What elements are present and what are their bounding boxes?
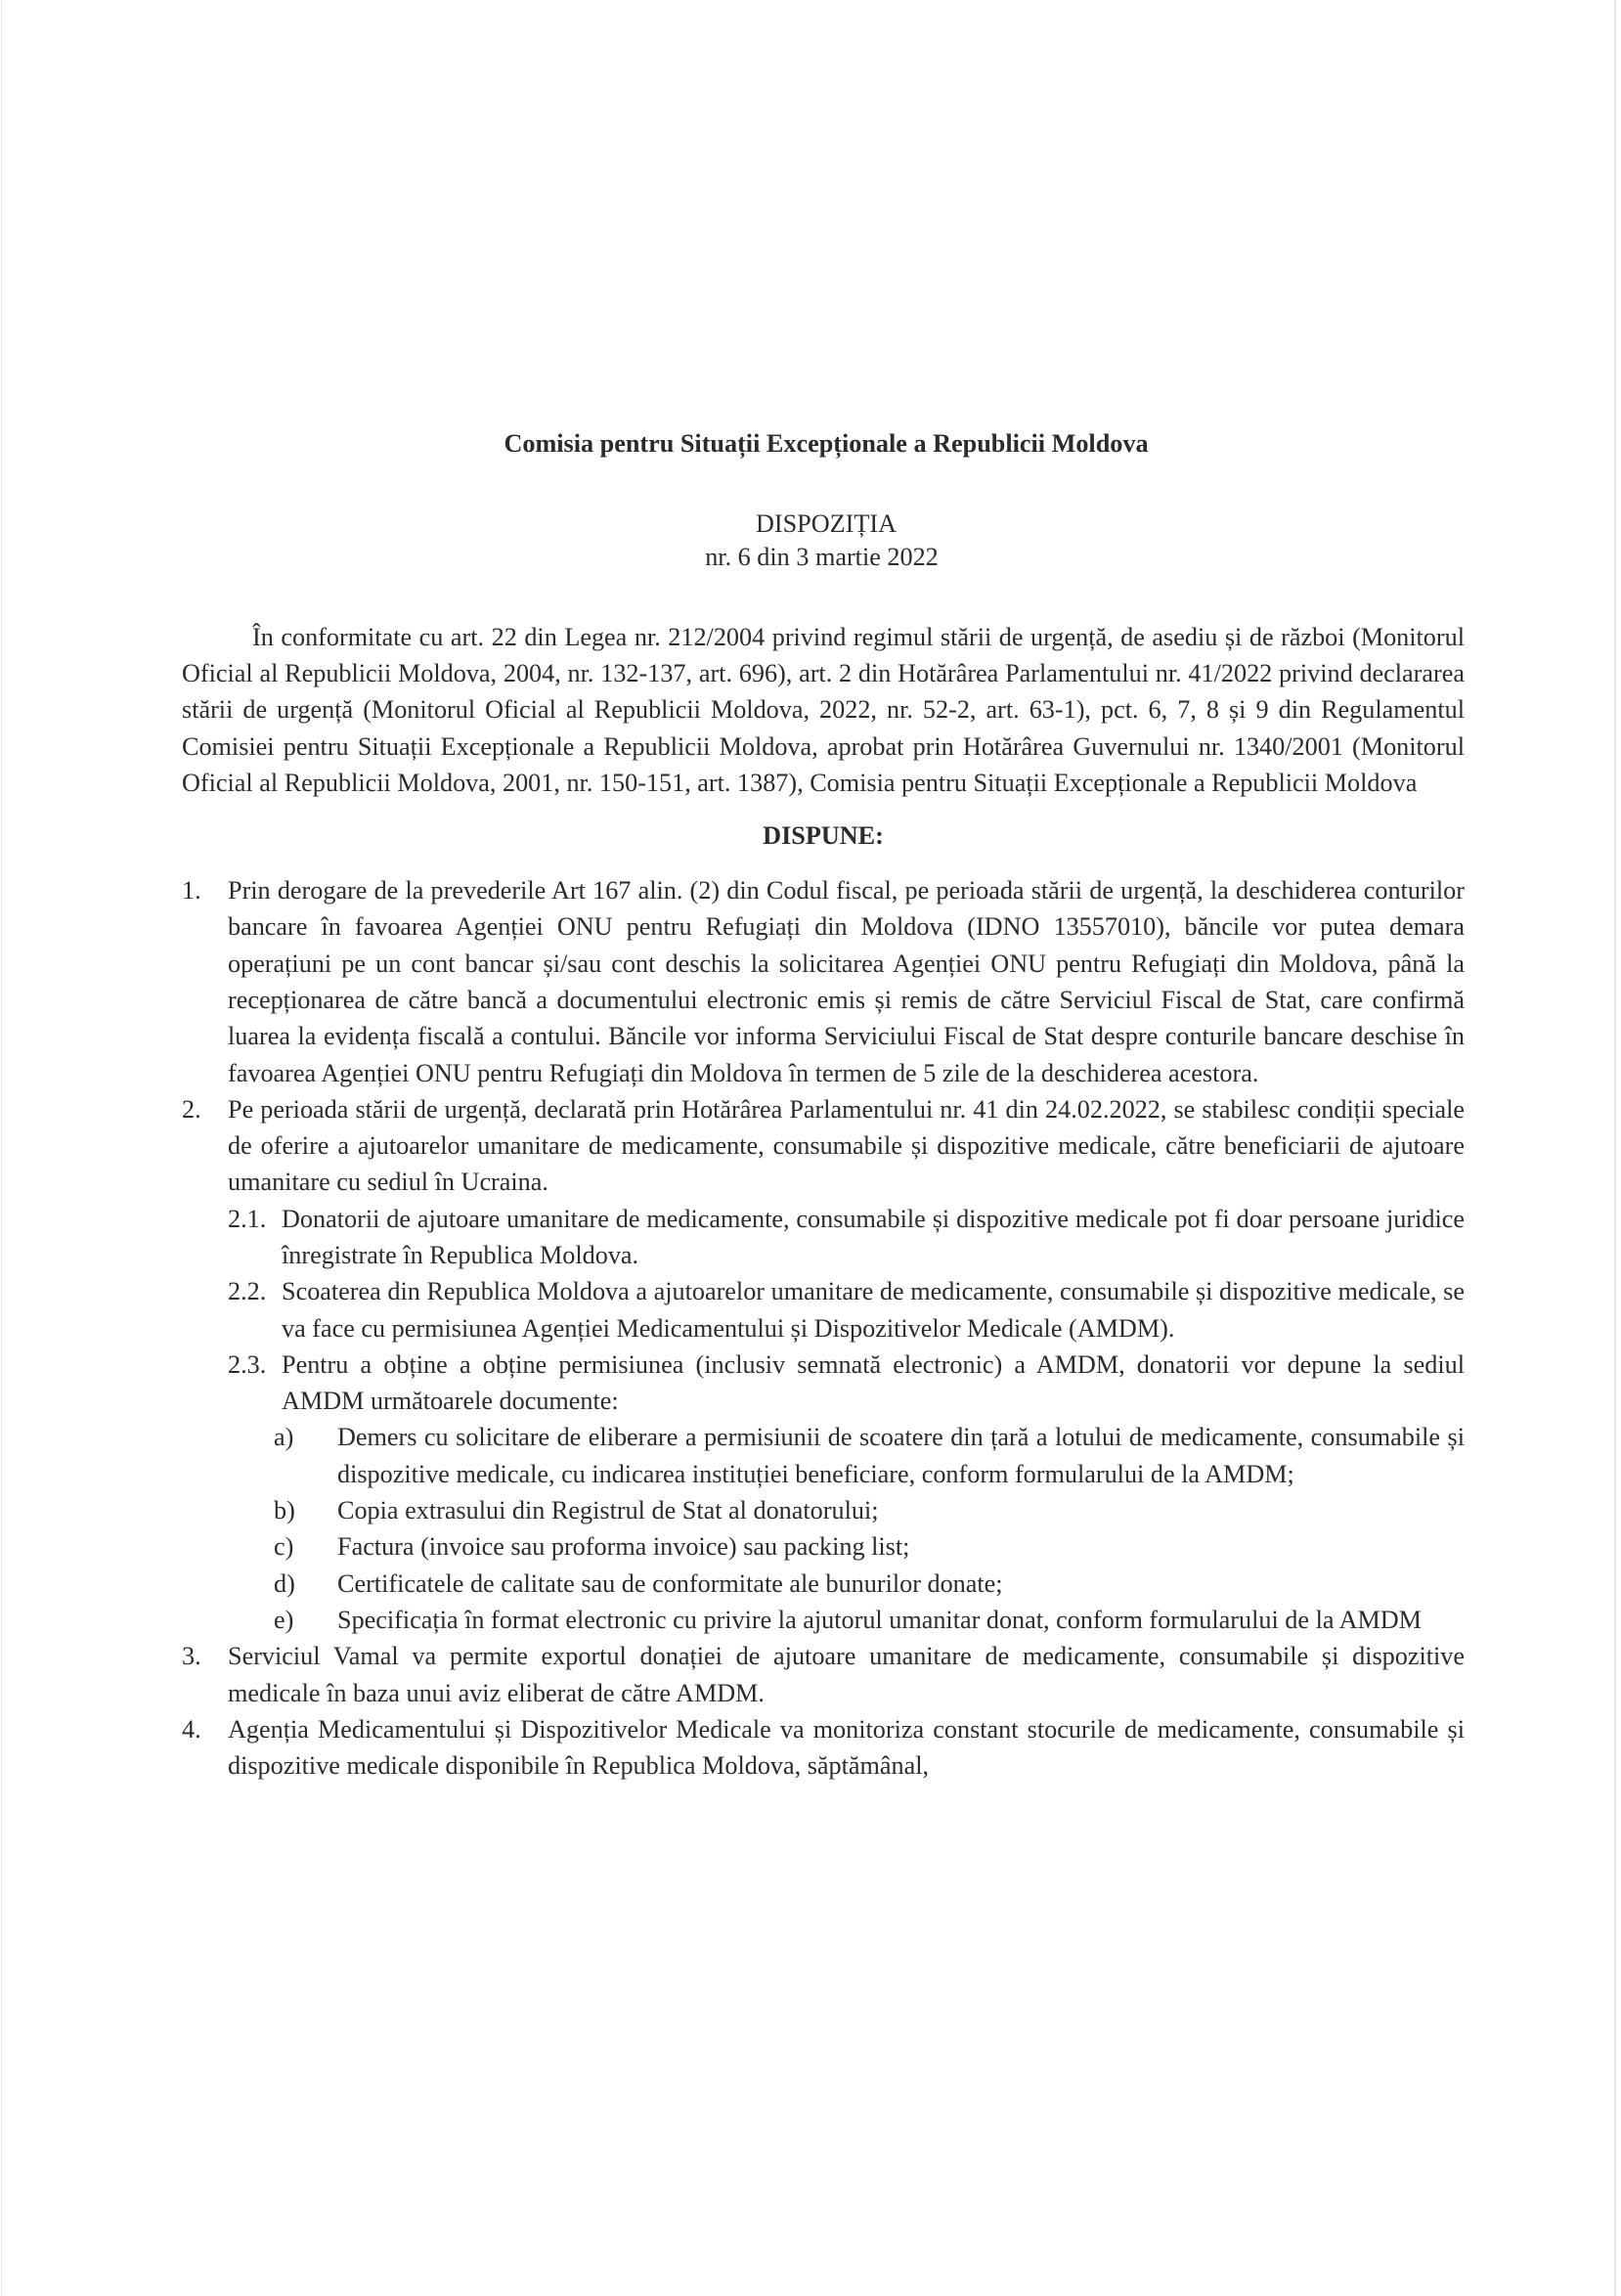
letter-item-text: Specificația în format electronic cu privire la ajutorul umanitar donat, conform formularului de la AMDM — [337, 1605, 1422, 1634]
letter-item — [182, 1419, 1465, 1492]
organization-title: Comisia pentru Situații Excepționale a Republicii Moldova — [504, 429, 1149, 458]
sub-item-number: 2.1. — [228, 1204, 267, 1233]
letter-item — [182, 1566, 1465, 1602]
letter-item-marker: b) — [274, 1496, 295, 1525]
sub-item-number: 2.3. — [228, 1349, 267, 1379]
letter-item-text: Factura (invoice sau proforma invoice) sau packing list; — [337, 1532, 910, 1562]
list-item — [182, 872, 1465, 1091]
letter-item — [182, 1492, 1465, 1528]
item-text: Pe perioada stării de urgență, declarată prin Hotărârea Parlamentului nr. 41 din 24.02.2022, se stabilesc condiții speciale de oferire a ajutoarelor umanitare de medicamente, consumabile și dispozitive medicale, către beneficiarii de ajutoare umanitare cu sediul în Ucraina. — [228, 1094, 1465, 1197]
item-text: Agenția Medicamentului și Dispozitivelor Medicale va monitoriza constant stocurile de medicamente, consumabile și dispozitive medicale disponibile în Republica Moldova, săptămânal, — [228, 1714, 1465, 1781]
sub-item — [182, 1201, 1465, 1274]
page-right-edge — [1614, 0, 1616, 2296]
sub-item-text: Donatorii de ajutoare umanitare de medicamente, consumabile și dispozitive medicale pot fi doar persoane juridice înregistrate în Republica Moldova. — [282, 1204, 1465, 1269]
list-item — [182, 1711, 1465, 1785]
letter-item-marker: e) — [274, 1605, 294, 1634]
list-item — [182, 1091, 1465, 1201]
letter-item-marker: c) — [274, 1532, 294, 1562]
letter-item-marker: d) — [274, 1568, 295, 1598]
item-number: 2. — [182, 1094, 201, 1124]
letter-item-text: Demers cu solicitare de eliberare a permisiunii de scoatere din țară a lotului de medicamente, consumabile și dispozitive medicale, cu indicarea instituției beneficiare, conform formularului de la AMDM; — [337, 1423, 1465, 1488]
preamble-paragraph: În conformitate cu art. 22 din Legea nr. 212/2004 privind regimul stării de urgență, de asediu și de război (Monitorul Oficial al Republicii Moldova, 2004, nr. 132-137, art. 696), art. 2 din Hotărârea Parlamentului nr. 41/2022 privind declararea stării de urgență (Monitorul Oficial al Republicii Moldova, 2022, nr. 52-2, art. 63-1), pct. 6, 7, 8 și 9 din Regulamentul Comisiei pentru Situații Excepționale a Republicii Moldova, aprobat prin Hotărârea Guvernului nr. 1340/2001 (Monitorul Oficial al Republicii Moldova, 2001, nr. 150-151, art. 1387), Comisia pentru Situații Excepționale a Republicii Moldova — [182, 623, 1465, 797]
list-item — [182, 1638, 1465, 1711]
item-number: 3. — [182, 1642, 201, 1671]
document-type: DISPOZIȚIA — [755, 509, 898, 538]
item-text: Prin derogare de la prevederile Art 167 alin. (2) din Codul fiscal, pe perioada stării de urgență, la deschiderea conturilor bancare în favoarea Agenției ONU pentru Refugiați din Moldova (IDNO 13557010), băncile vor putea demara operațiuni pe un cont bancar și/sau cont deschis la solicitarea Agenției ONU pentru Refugiați din Moldova, până la recepționarea de către bancă a documentului electronic emis și remis de către Serviciul Fiscal de Stat, care confirmă luarea la evidența fiscală a contului. Băncile vor informa Serviciului Fiscal de Stat despre conturile bancare deschise în favoarea Agenției ONU pentru Refugiați din Moldova în termen de 5 zile de la deschiderea acestora. — [228, 876, 1465, 1087]
sub-item-number: 2.2. — [228, 1277, 267, 1306]
document-page — [182, 426, 1465, 1784]
sub-item — [182, 1347, 1465, 1420]
letter-item — [182, 1528, 1465, 1565]
item-number: 1. — [182, 876, 201, 905]
document-number: nr. 6 din 3 martie 2022 — [705, 543, 939, 571]
letter-item-text: Copia extrasului din Registrul de Stat al donatorului; — [337, 1496, 879, 1525]
letter-item-text: Certificatele de calitate sau de conformitate ale bunurilor donate; — [337, 1568, 1003, 1598]
sub-item-text: Pentru a obține a obține permisiunea (inclusiv semnată electronic) a AMDM, donatorii vor depune la sediul AMDM următoarele documente: — [282, 1349, 1465, 1416]
sub-item — [182, 1273, 1465, 1347]
item-text: Serviciul Vamal va permite exportul donației de ajutoare umanitare de medicamente, consumabile și dispozitive medicale în baza unui aviz eliberat de către AMDM. — [228, 1642, 1465, 1707]
letter-item — [182, 1602, 1465, 1638]
sub-item-text: Scoaterea din Republica Moldova a ajutoarelor umanitare de medicamente, consumabile și dispozitive medicale, se va face cu permisiunea Agenției Medicamentului și Dispozitivelor Medicale (AMDM). — [282, 1277, 1465, 1343]
item-number: 4. — [182, 1714, 201, 1744]
page-left-edge — [1, 0, 2, 2296]
letter-item-marker: a) — [274, 1423, 294, 1452]
disposes-heading: DISPUNE: — [763, 821, 884, 851]
